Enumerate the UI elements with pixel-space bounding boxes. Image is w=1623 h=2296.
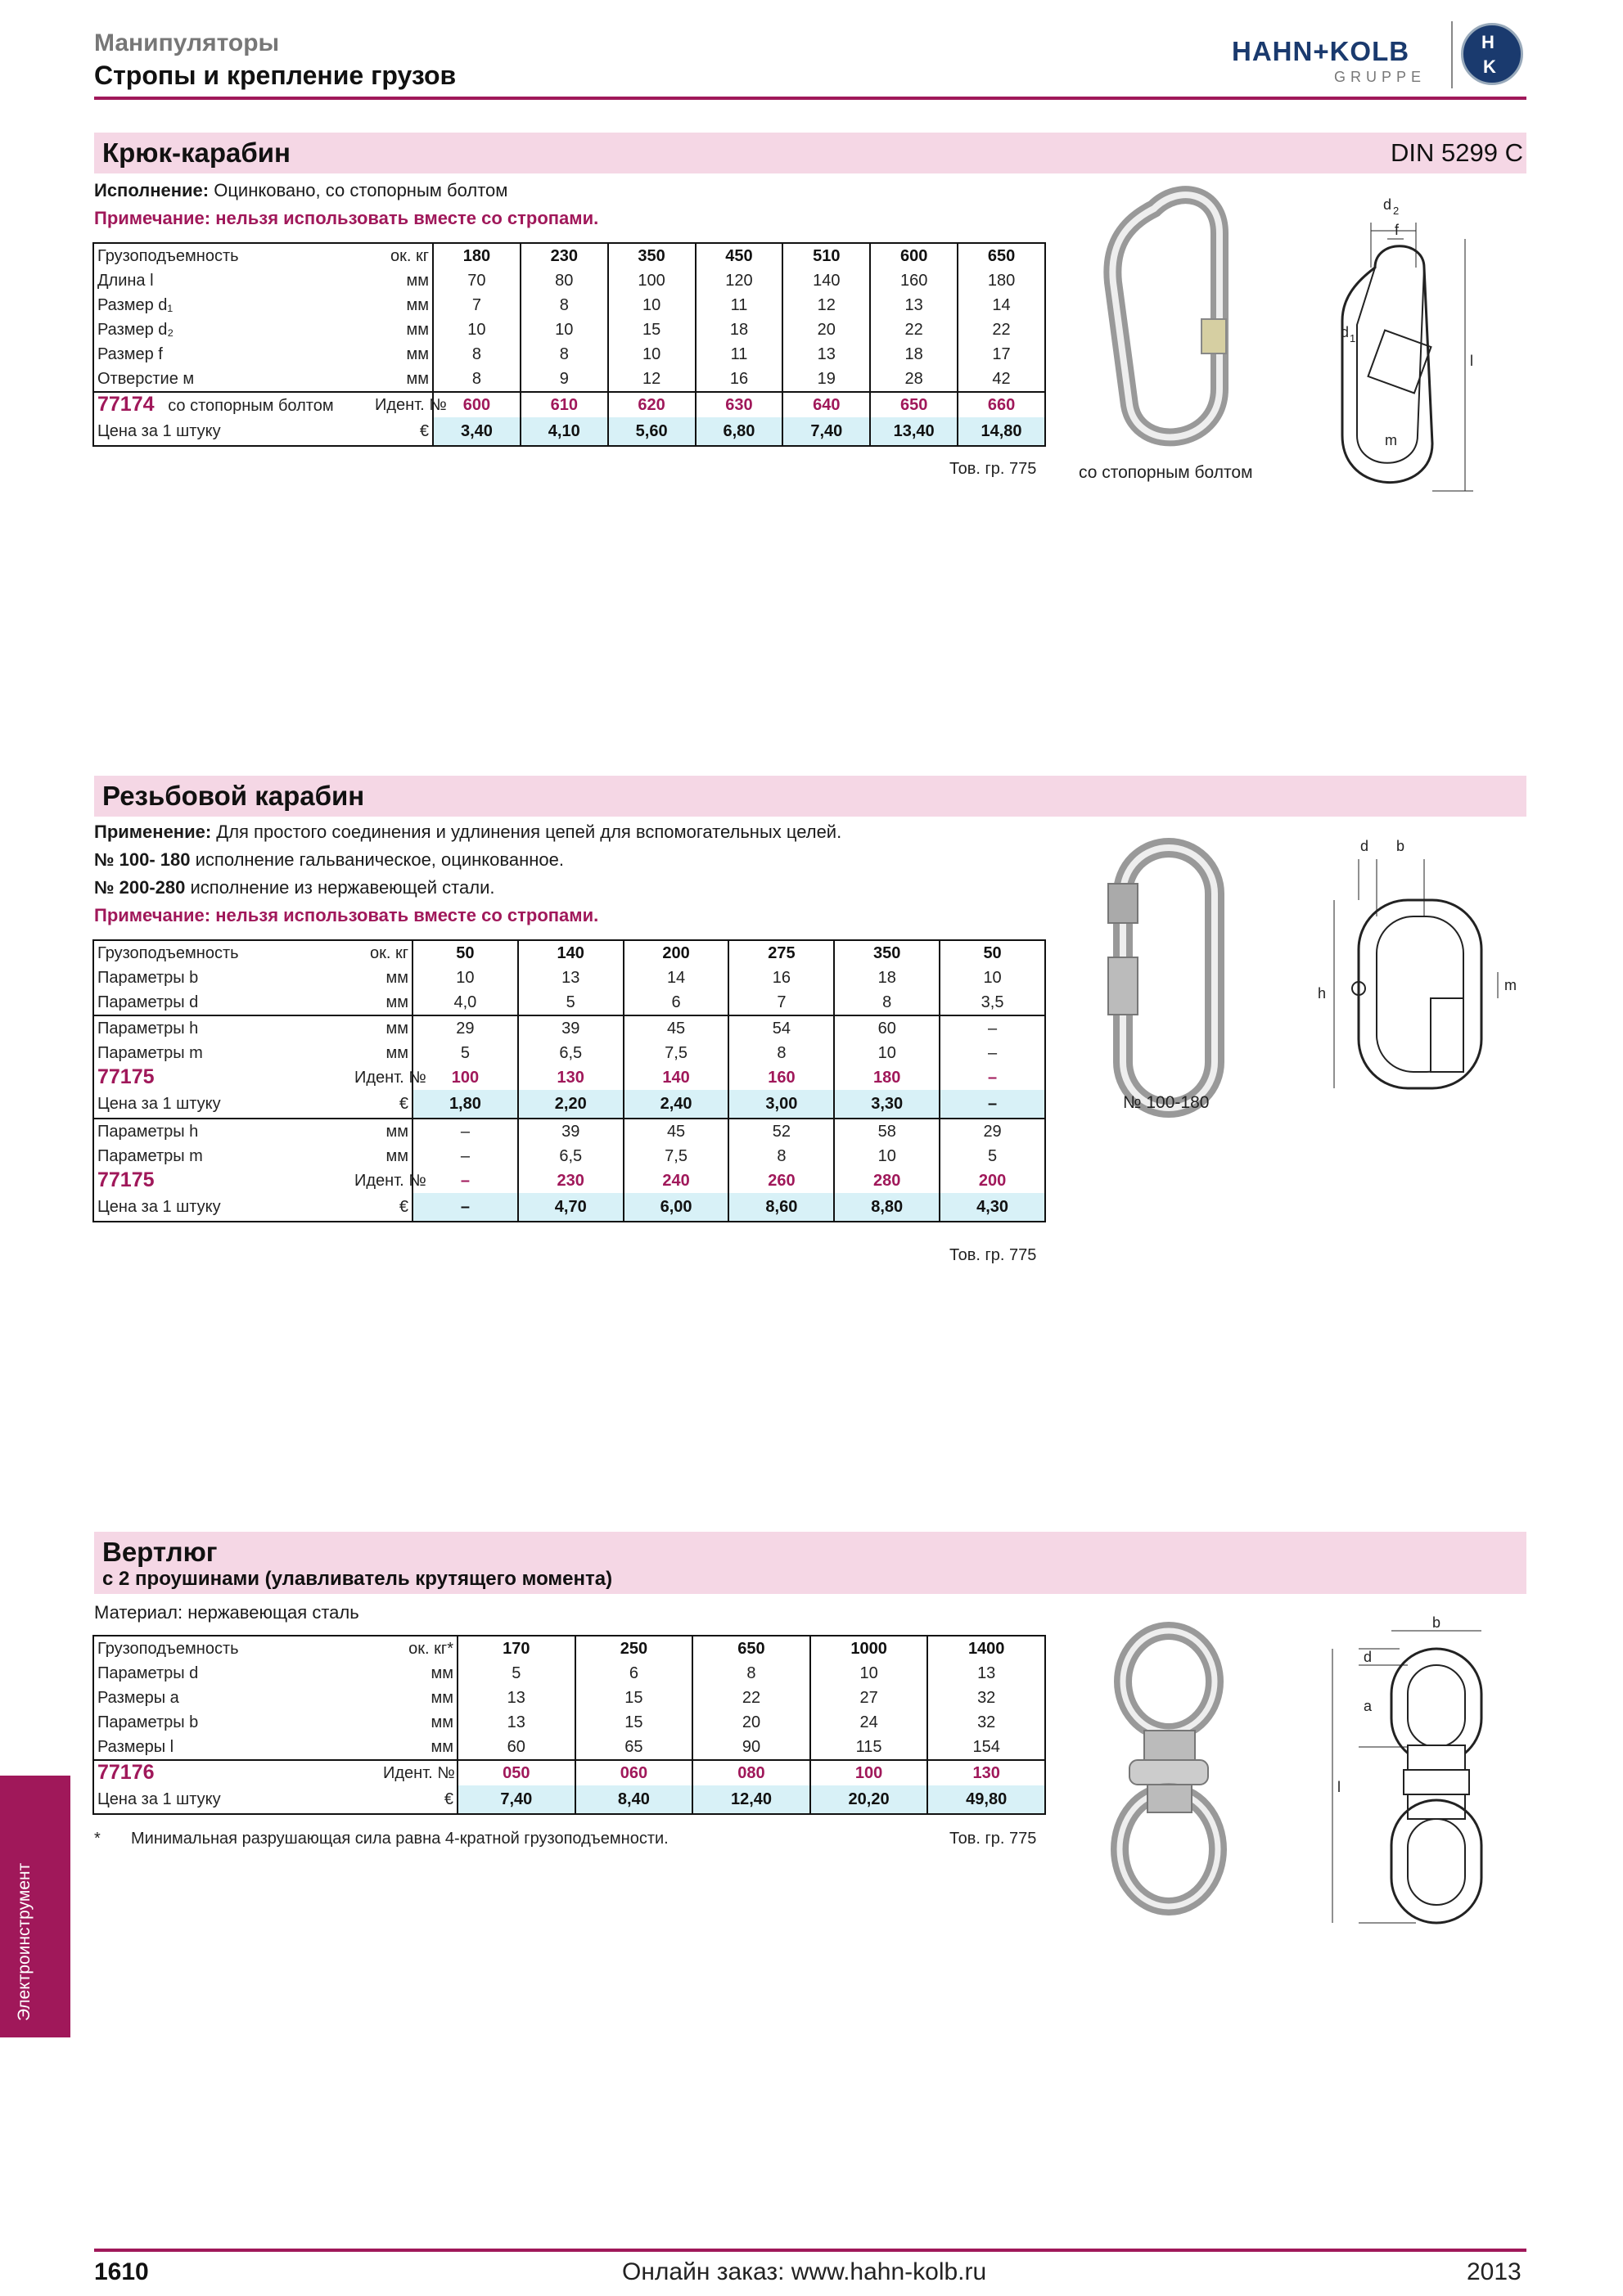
dim-label-l: l [1470,353,1473,369]
photo-caption: со стопорным болтом [1079,463,1253,482]
table-cell: 13 [870,293,958,317]
article-label [93,1760,380,1785]
table-cell: 9 [521,367,608,392]
table-row [93,268,1045,293]
table-cell: 140 [518,940,624,966]
table-cell: 70 [433,268,521,293]
table-cell: 20 [782,317,870,342]
article-id-cell: 640 [782,392,870,417]
table-row [93,367,1045,392]
table-cell: 13 [458,1686,575,1710]
table-cell: 8 [433,342,521,367]
dim-label-d2-sub: 2 [1393,205,1400,217]
article-number: 77174 [97,393,155,416]
article-number: 77176 [97,1761,155,1784]
row-unit: мм [385,1044,408,1062]
table-row [93,1661,1045,1686]
table-cell: 28 [870,367,958,392]
table-cell: 115 [810,1735,928,1760]
table-cell: 11 [696,293,783,317]
table-cell: 140 [782,268,870,293]
table-row [93,966,1045,990]
price-cell: 2,20 [518,1090,624,1119]
table-cell: 10 [608,293,696,317]
row-unit: мм [351,1015,413,1041]
table-cell: 15 [608,317,696,342]
article-label [93,1168,351,1193]
table-cell: 15 [575,1710,693,1735]
table-cell: 8 [834,990,940,1015]
row-label: Размеры l [97,1738,174,1756]
table-cell: 8 [692,1661,810,1686]
order-url[interactable]: Онлайн заказ: www.hahn-kolb.ru [622,2258,987,2285]
table-cell: 60 [458,1735,575,1760]
table-cell: 65 [575,1735,693,1760]
table-cell: 6,5 [518,1144,624,1168]
row-label: Цена за 1 штуку [97,1095,221,1113]
table-cell: 58 [834,1119,940,1144]
table-cell: 6,5 [518,1041,624,1065]
table-cell: 11 [696,342,783,367]
row-unit: мм [351,1119,413,1144]
table-row [93,1710,1045,1735]
price-row [93,417,1045,446]
article-label [93,1065,351,1090]
article-id-cell: 660 [958,392,1045,417]
row-unit: Идент. № [354,1172,426,1190]
article-id-cell: 280 [834,1168,940,1193]
snap-hook-photo [1097,184,1244,462]
table-cell: 600 [870,243,958,268]
dim-label-m: m [1504,977,1517,993]
header-rule [94,97,1526,100]
table-cell: 10 [834,1144,940,1168]
table-row [93,990,1045,1015]
table-cell: 45 [624,1015,729,1041]
material-line: Материал: нержавеющая сталь [94,1602,359,1623]
row-label: Длина l [97,272,154,290]
table-cell: 32 [927,1710,1045,1735]
logo-letter-k: K [1483,56,1496,77]
article-row [93,1168,1045,1193]
article-id-cell: 240 [624,1168,729,1193]
table-cell: 27 [810,1686,928,1710]
table-cell: 18 [696,317,783,342]
table-cell: 3,5 [940,990,1045,1015]
spec-table-quick-link [92,939,1046,1222]
row-unit: мм [431,1689,453,1707]
dim-label-d: d [1360,838,1369,854]
product-group: Тов. гр. 775 [949,460,1037,478]
table-cell: 7,5 [624,1144,729,1168]
dim-label-d1-sub: 1 [1350,332,1356,344]
table-cell: 100 [608,268,696,293]
table-cell: 14 [958,293,1045,317]
table-cell: 15 [575,1686,693,1710]
side-category-tab[interactable] [0,1776,70,2037]
section-title: Резьбовой карабин [102,781,365,811]
brand-logo: HAHN+KOLB [1232,36,1410,66]
article-row [93,392,1045,417]
article-row [93,1065,1045,1090]
row-label: Параметры b [97,1713,199,1731]
table-cell: 250 [575,1636,693,1661]
price-cell: 13,40 [870,417,958,446]
article-id-cell: 600 [433,392,521,417]
row-unit: мм [406,296,429,314]
table-cell: 5 [518,990,624,1015]
row-unit: мм [431,1664,453,1682]
price-cell: 4,70 [518,1193,624,1222]
table-row [93,1015,1045,1041]
table-cell: 650 [692,1636,810,1661]
brand-logo-sub: GRUPPE [1334,69,1427,85]
table-cell: 10 [940,966,1045,990]
table-cell: 90 [692,1735,810,1760]
row-unit: мм [406,370,429,388]
section-bar-snap-hook [94,133,1526,173]
header-subcategory: Стропы и крепление грузов [94,61,457,90]
dim-label-b: b [1432,1614,1441,1631]
table-cell: 50 [413,940,518,966]
row-label: Размер d₂ [97,321,174,339]
table-cell: – [940,1041,1045,1065]
side-tab-label: Электроинструмент [15,1862,34,2021]
table-cell: 50 [940,940,1045,966]
dim-label-d1: d [1341,324,1350,340]
article-id-cell: 130 [927,1760,1045,1785]
article-id-cell: 100 [810,1760,928,1785]
row-unit: мм [406,321,429,339]
row-label: Параметры h [93,1015,351,1041]
table-cell: 10 [608,342,696,367]
price-cell: 8,40 [575,1785,693,1814]
row-unit: Идент. № [372,392,433,417]
table-cell: 13 [518,966,624,990]
footnote: Минимальная разрушающая сила равна 4-кратной грузоподъемности. [131,1830,669,1848]
table-cell: 180 [958,268,1045,293]
price-cell: 6,80 [696,417,783,446]
row-label: Размеры a [97,1689,179,1707]
table-row [93,293,1045,317]
table-cell: 200 [624,940,729,966]
table-cell: 19 [782,367,870,392]
usage-note: Примечание: нельзя использовать вместе со стропами. [94,905,599,925]
price-cell: 2,40 [624,1090,729,1119]
quick-link-diagram [1301,835,1531,1105]
table-cell: 29 [940,1119,1045,1144]
article-row [93,1760,1045,1785]
row-label: Размер f [97,345,163,363]
row-label: Цена за 1 штуку [97,422,221,440]
table-cell: 54 [728,1015,834,1041]
section-title: Вертлюг [102,1537,218,1567]
execution-line: Исполнение: Оцинковано, со стопорным болтом [94,180,508,200]
table-cell: 22 [870,317,958,342]
table-cell: 5 [458,1661,575,1686]
row-unit: мм [385,969,408,987]
dim-label-d2: d [1383,196,1392,213]
table-cell: 5 [940,1144,1045,1168]
table-cell: 170 [458,1636,575,1661]
table-cell: 10 [413,966,518,990]
price-cell: 8,60 [728,1193,834,1222]
table-cell: – [940,1015,1045,1041]
stainless-line: № 200-280 исполнение из нержавеющей стали. [94,877,495,898]
table-cell: 18 [870,342,958,367]
hk-logo-icon [1461,23,1523,85]
table-cell: 4,0 [413,990,518,1015]
article-id-cell: 180 [834,1065,940,1090]
price-cell: 49,80 [927,1785,1045,1814]
section-bar-quick-link [94,776,1526,817]
price-cell: – [940,1090,1045,1119]
table-cell: – [413,1144,518,1168]
table-cell: 350 [834,940,940,966]
table-cell: 16 [696,367,783,392]
table-cell: 350 [608,243,696,268]
article-id-cell: – [940,1065,1045,1090]
article-id-cell: 610 [521,392,608,417]
table-cell: 7,5 [624,1041,729,1065]
table-cell: 6 [575,1661,693,1686]
table-cell: 5 [413,1041,518,1065]
article-id-cell: 060 [575,1760,693,1785]
article-id-cell: 620 [608,392,696,417]
price-row [93,1193,1045,1222]
table-cell: 80 [521,268,608,293]
page-number: 1610 [94,2258,149,2285]
table-cell: 10 [834,1041,940,1065]
quick-link-photo [1097,835,1244,1121]
logo-divider [1451,21,1453,88]
table-cell: 8 [728,1041,834,1065]
table-cell: 275 [728,940,834,966]
table-row [93,317,1045,342]
section-bar-swivel [94,1532,1526,1594]
row-unit: € [351,1090,413,1119]
table-cell: 32 [927,1686,1045,1710]
article-id-cell: 160 [728,1065,834,1090]
catalog-year: 2013 [1467,2258,1522,2285]
table-cell: 22 [692,1686,810,1710]
table-cell: 154 [927,1735,1045,1760]
table-row [93,1686,1045,1710]
dim-label-f: f [1395,222,1400,238]
swivel-diagram [1318,1616,1514,1943]
row-label: Грузоподъемность [97,944,239,962]
article-id-cell: 100 [413,1065,518,1090]
section-title: Крюк-карабин [102,137,291,168]
table-cell: 24 [810,1710,928,1735]
table-cell: – [413,1119,518,1144]
table-cell: 8 [728,1144,834,1168]
row-unit: мм [406,345,429,363]
row-unit: € [380,1785,458,1814]
row-label: Параметры m [97,1147,203,1165]
row-unit: € [351,1193,413,1222]
table-cell: 160 [870,268,958,293]
table-cell: 1000 [810,1636,928,1661]
spec-table-swivel [92,1635,1046,1815]
table-cell: 13 [458,1710,575,1735]
table-cell: 39 [518,1015,624,1041]
table-cell: 450 [696,243,783,268]
row-label: Грузоподъемность [97,1640,239,1658]
row-label: Цена за 1 штуку [97,1198,221,1216]
article-id-cell: 050 [458,1760,575,1785]
dim-label-a: a [1364,1698,1373,1714]
table-cell: 8 [521,342,608,367]
row-label: Параметры d [97,1664,199,1682]
dim-label-l: l [1337,1779,1341,1795]
article-id-cell: 230 [518,1168,624,1193]
row-unit: мм [385,993,408,1011]
article-id-cell: 130 [518,1065,624,1090]
table-cell: 1400 [927,1636,1045,1661]
row-unit: мм [431,1738,453,1756]
table-cell: 20 [692,1710,810,1735]
table-cell: 52 [728,1119,834,1144]
table-cell: 510 [782,243,870,268]
table-cell: 39 [518,1119,624,1144]
row-label: Цена за 1 штуку [97,1790,221,1808]
article-id-cell: 140 [624,1065,729,1090]
price-cell: 3,30 [834,1090,940,1119]
price-cell: 20,20 [810,1785,928,1814]
section-standard: DIN 5299 C [1391,138,1523,167]
price-row [93,1785,1045,1814]
row-unit: Идент. № [380,1760,458,1785]
dim-label-h: h [1318,985,1327,1002]
row-unit: мм [385,1147,408,1165]
table-cell: 8 [521,293,608,317]
article-id-cell: 260 [728,1168,834,1193]
row-unit: ок. кг [390,247,429,265]
dim-label-b: b [1396,838,1405,854]
row-unit: ок. кг [369,944,408,962]
table-cell: 7 [433,293,521,317]
table-cell: 6 [624,990,729,1015]
price-cell: 1,80 [413,1090,518,1119]
snap-hook-diagram [1326,190,1490,505]
price-cell: 4,30 [940,1193,1045,1222]
row-label: Размер d₁ [97,296,174,314]
price-cell: – [413,1193,518,1222]
table-cell: 45 [624,1119,729,1144]
footnote-mark: * [94,1830,101,1848]
dim-label-d: d [1364,1649,1373,1665]
table-cell: 29 [413,1015,518,1041]
price-cell: 7,40 [782,417,870,446]
article-label [93,392,372,417]
section-subtitle: с 2 проушинами (улавливатель крутящего момента) [102,1568,613,1590]
article-id-cell: – [413,1168,518,1193]
table-cell: 7 [728,990,834,1015]
product-group: Тов. гр. 775 [949,1830,1037,1848]
row-unit: Идент. № [354,1069,426,1087]
photo-caption: № 100-180 [1123,1093,1210,1112]
row-label: Параметры h [93,1119,351,1144]
article-id-cell: 200 [940,1168,1045,1193]
article-id-cell: 080 [692,1760,810,1785]
table-cell: 120 [696,268,783,293]
row-label: Параметры d [97,993,199,1011]
table-row [93,342,1045,367]
table-cell: 12 [608,367,696,392]
price-cell: 7,40 [458,1785,575,1814]
price-cell: 14,80 [958,417,1045,446]
spec-table-snap-hook [92,242,1046,447]
price-cell: 8,80 [834,1193,940,1222]
table-cell: 22 [958,317,1045,342]
row-label: Параметры m [97,1044,203,1062]
price-cell: 3,40 [433,417,521,446]
row-label: Грузоподъемность [97,247,239,265]
table-cell: 16 [728,966,834,990]
table-cell: 13 [782,342,870,367]
table-cell: 230 [521,243,608,268]
table-cell: 42 [958,367,1045,392]
article-id-cell: 630 [696,392,783,417]
price-cell: 3,00 [728,1090,834,1119]
application-line: Применение: Для простого соединения и удлинения цепей для вспомогательных целей. [94,822,842,842]
table-cell: 180 [433,243,521,268]
swivel-photo [1097,1616,1244,1927]
row-unit: € [372,417,433,446]
usage-note: Примечание: нельзя использовать вместе со стропами. [94,208,599,228]
product-group: Тов. гр. 775 [949,1246,1037,1264]
price-cell: 12,40 [692,1785,810,1814]
galvanic-line: № 100- 180 исполнение гальваническое, оцинкованное. [94,849,564,870]
dim-label-m: m [1385,432,1397,448]
table-cell: 60 [834,1015,940,1041]
table-cell: 14 [624,966,729,990]
table-cell: 10 [810,1661,928,1686]
table-cell: 17 [958,342,1045,367]
article-id-cell: 650 [870,392,958,417]
price-cell: 4,10 [521,417,608,446]
table-cell: 650 [958,243,1045,268]
footer-rule [94,2249,1526,2252]
logo-letter-h: H [1481,32,1495,52]
table-cell: 10 [521,317,608,342]
row-label: Отверстие м [97,370,195,388]
table-row [93,1735,1045,1760]
article-number: 77175 [97,1168,155,1191]
row-unit: мм [431,1713,453,1731]
price-cell: 6,00 [624,1193,729,1222]
header-category: Манипуляторы [94,29,280,56]
price-row [93,1090,1045,1119]
row-unit: мм [406,272,429,290]
article-desc: со стопорным болтом [168,397,334,415]
table-row [93,1041,1045,1065]
table-row [93,1144,1045,1168]
price-cell: 5,60 [608,417,696,446]
row-label: Параметры b [97,969,199,987]
article-number: 77175 [97,1065,155,1088]
table-cell: 18 [834,966,940,990]
row-unit: ок. кг* [408,1640,453,1658]
table-cell: 12 [782,293,870,317]
table-cell: 10 [433,317,521,342]
table-row [93,1119,1045,1144]
table-cell: 13 [927,1661,1045,1686]
table-cell: 8 [433,367,521,392]
